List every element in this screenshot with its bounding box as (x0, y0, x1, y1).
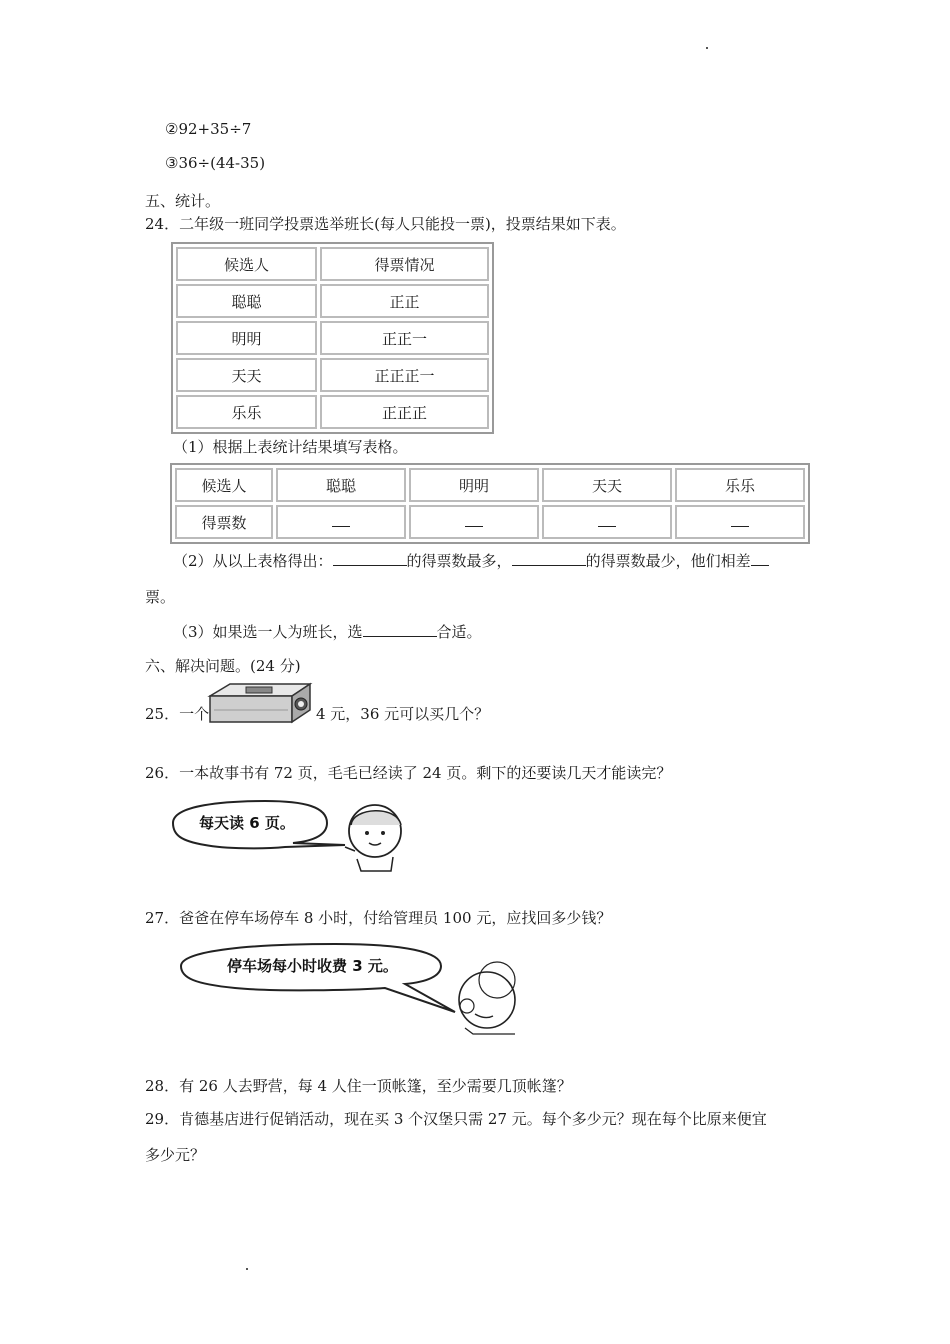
answer-blank-least[interactable] (512, 549, 586, 566)
tally-marks: 正正 (320, 284, 489, 318)
bubble-text-read: 每天读 6 页。 (199, 814, 295, 832)
parking-attendant-illustration (175, 940, 535, 1036)
answer-blank-monitor[interactable] (363, 620, 437, 637)
count-header-name: 聪聪 (276, 468, 406, 502)
q26-text: 26．一本故事书有 72 页，毛毛已经读了 24 页。剩下的还要读几天才能读完？ (145, 764, 672, 782)
bubble-text-fee: 停车场每小时收费 3 元。 (227, 957, 398, 975)
section-5-title: 五、统计。 (145, 192, 221, 210)
q28-text: 28．有 26 人去野营，每 4 人住一顶帐篷，至少需要几顶帐篷？ (145, 1077, 572, 1095)
expression-3: ③36÷(44-35) (165, 154, 266, 172)
q25-text-a: 25．一个 (145, 705, 210, 723)
tally-header-candidate: 候选人 (176, 247, 317, 281)
count-header-candidate: 候选人 (175, 468, 273, 502)
tally-table (171, 242, 494, 434)
q27-text: 27．爸爸在停车场停车 8 小时，付给管理员 100 元，应找回多少钱？ (145, 909, 612, 927)
tally-marks: 正正正 (320, 395, 489, 429)
count-header-name: 乐乐 (675, 468, 805, 502)
q24-sub2 (173, 549, 769, 571)
q24-sub2-text-b: 的得票数最多， (406, 552, 512, 570)
page-mark (706, 47, 708, 49)
tally-marks: 正正正一 (320, 358, 489, 392)
tally-marks: 正正一 (320, 321, 489, 355)
count-answer-blank[interactable] (675, 505, 805, 539)
count-answer-blank[interactable] (409, 505, 539, 539)
tally-name: 明明 (176, 321, 317, 355)
q24-sub2-text-a: （2）从以上表格得出： (173, 552, 333, 570)
q24-sub3-text-a: （3）如果选一人为班长，选 (173, 623, 363, 641)
q24-sub3-text-b: 合适。 (436, 623, 482, 641)
count-answer-blank[interactable] (276, 505, 406, 539)
child-speech-illustration (165, 795, 415, 875)
q24-sub2-text-c: 的得票数最少，他们相差 (585, 552, 751, 570)
count-header-name: 天天 (542, 468, 672, 502)
q29-line2: 多少元？ (145, 1146, 206, 1164)
tally-name: 聪聪 (176, 284, 317, 318)
answer-blank-difference[interactable] (751, 549, 769, 566)
tally-name: 乐乐 (176, 395, 317, 429)
tally-name: 天天 (176, 358, 317, 392)
q29-line1: 29．肯德基店进行促销活动，现在买 3 个汉堡只需 27 元。每个多少元？现在每个比原来便宜 (145, 1110, 767, 1128)
section-6-title: 六、解决问题。(24 分) (145, 657, 301, 675)
q24-text: 24．二年级一班同学投票选举班长(每人只能投一票)，投票结果如下表。 (145, 215, 626, 233)
q25-text-b: 4 元，36 元可以买几个？ (316, 705, 490, 723)
q24-sub3 (173, 620, 482, 642)
count-table (170, 463, 810, 544)
count-row-label: 得票数 (175, 505, 273, 539)
count-answer-blank[interactable] (542, 505, 672, 539)
answer-blank-most[interactable] (333, 549, 407, 566)
tally-header-votes: 得票情况 (320, 247, 489, 281)
q24-sub1: （1）根据上表统计结果填写表格。 (173, 438, 408, 456)
expression-2: ②92+35÷7 (165, 120, 252, 138)
q24-sub2-end: 票。 (145, 588, 176, 606)
page-mark (246, 1268, 248, 1270)
count-header-name: 明明 (409, 468, 539, 502)
pencil-sharpener-image (206, 680, 314, 728)
